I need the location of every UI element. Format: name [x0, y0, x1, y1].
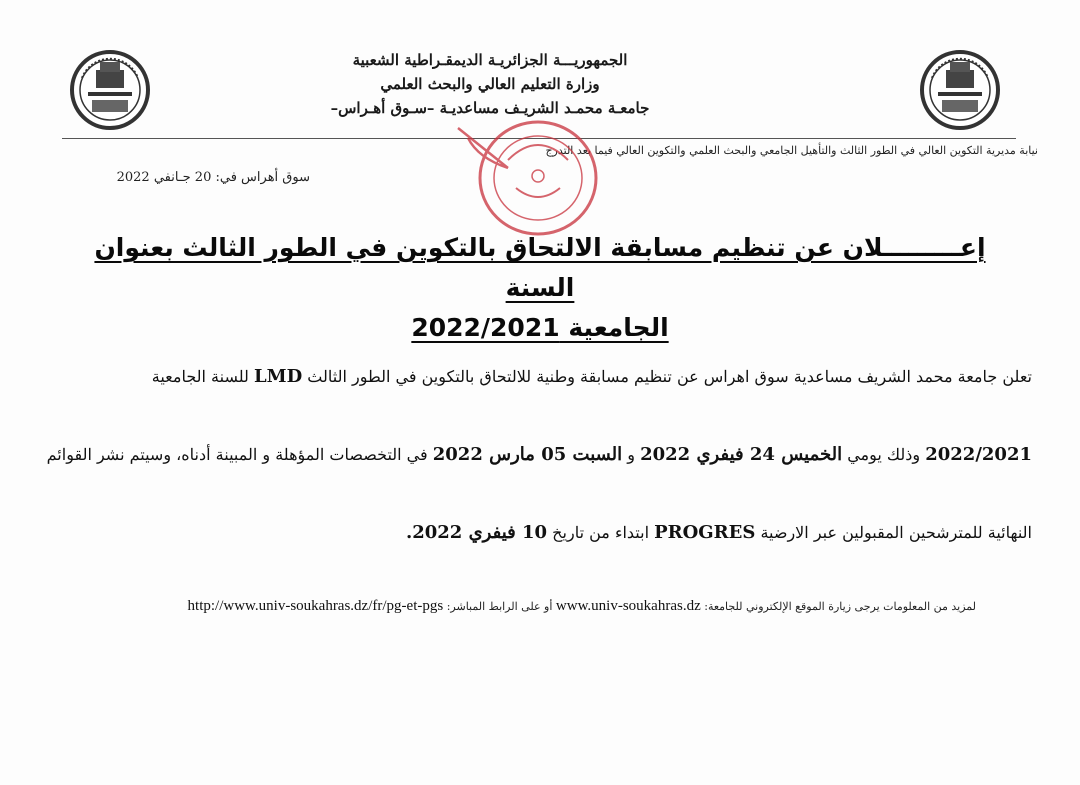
body-progres: PROGRES	[654, 522, 756, 543]
university-seal-right-icon	[918, 48, 1002, 132]
body-line-3-text-b: ابتداء من تاريخ	[547, 523, 655, 542]
vice-rectorate-line: نيابة مديرية التكوين العالي في الطور الثالث والتأهيل الجامعي والبحث العلمي والتكوين العالي فيما بعد التدرج	[545, 144, 1038, 157]
header-republic: الجمهوريـــة الجزائريـة الديمقـراطية الشعبية	[352, 51, 628, 69]
announcement-title	[80, 228, 1000, 348]
document-date: سوق أهراس في: 20 جـانفي 2022	[116, 170, 310, 185]
body-line-2-text-a: وذلك يومي	[842, 445, 926, 464]
body-line-3-text-a: النهائية للمترشحين المقبولين عبر الارضية	[755, 523, 1032, 542]
body-academic-year: 2022/2021	[925, 444, 1032, 465]
body-lmd: LMD	[254, 366, 303, 387]
university-website-link[interactable]: www.univ-soukahras.dz	[555, 598, 701, 614]
body-line-2-text-c: في التخصصات المؤهلة و المبينة أدناه، وسيتم نشر القوائم	[46, 445, 433, 464]
header-ministry: وزارة التعليم العالي والبحث العلمي	[380, 75, 600, 93]
more-info-line	[110, 598, 976, 615]
university-seal-left-icon	[68, 48, 152, 132]
direct-link[interactable]: http://www.univ-soukahras.dz/fr/pg-et-pgs	[187, 598, 444, 614]
body-exam-date-2: السبت 05 مارس 2022	[432, 444, 623, 465]
title-line-2: الجامعية 2022/2021	[411, 313, 669, 342]
info-middle: أو على الرابط المباشر:	[443, 600, 556, 613]
info-prefix: لمزيد من المعلومات يرجى زيارة الموقع الإلكتروني للجامعة:	[700, 600, 976, 613]
body-line-2-text-b: و	[622, 445, 641, 464]
body-line-1-text: تعلن جامعة محمد الشريف مساعدية سوق اهراس عن تنظيم مسابقة وطنية للالتحاق بالتكوين في الطور الثالث	[302, 367, 1032, 386]
official-stamp-icon	[438, 108, 618, 238]
body-exam-date-1: الخميس 24 فيفري 2022	[640, 444, 843, 465]
body-line-1-end: للسنة الجامعية	[151, 367, 254, 386]
title-line-1: إعـــــــــلان عن تنظيم مسابقة الالتحاق بالتكوين في الطور الثالث بعنوان السنة	[94, 233, 986, 302]
body-publication-date: 10 فيفري 2022.	[405, 522, 548, 543]
header-university: جامعـة محمـد الشريـف مساعديـة –سـوق أهـراس–	[330, 99, 650, 117]
body-line-1	[40, 366, 1032, 387]
body-line-3	[40, 522, 1032, 543]
body-line-2	[40, 444, 1032, 465]
